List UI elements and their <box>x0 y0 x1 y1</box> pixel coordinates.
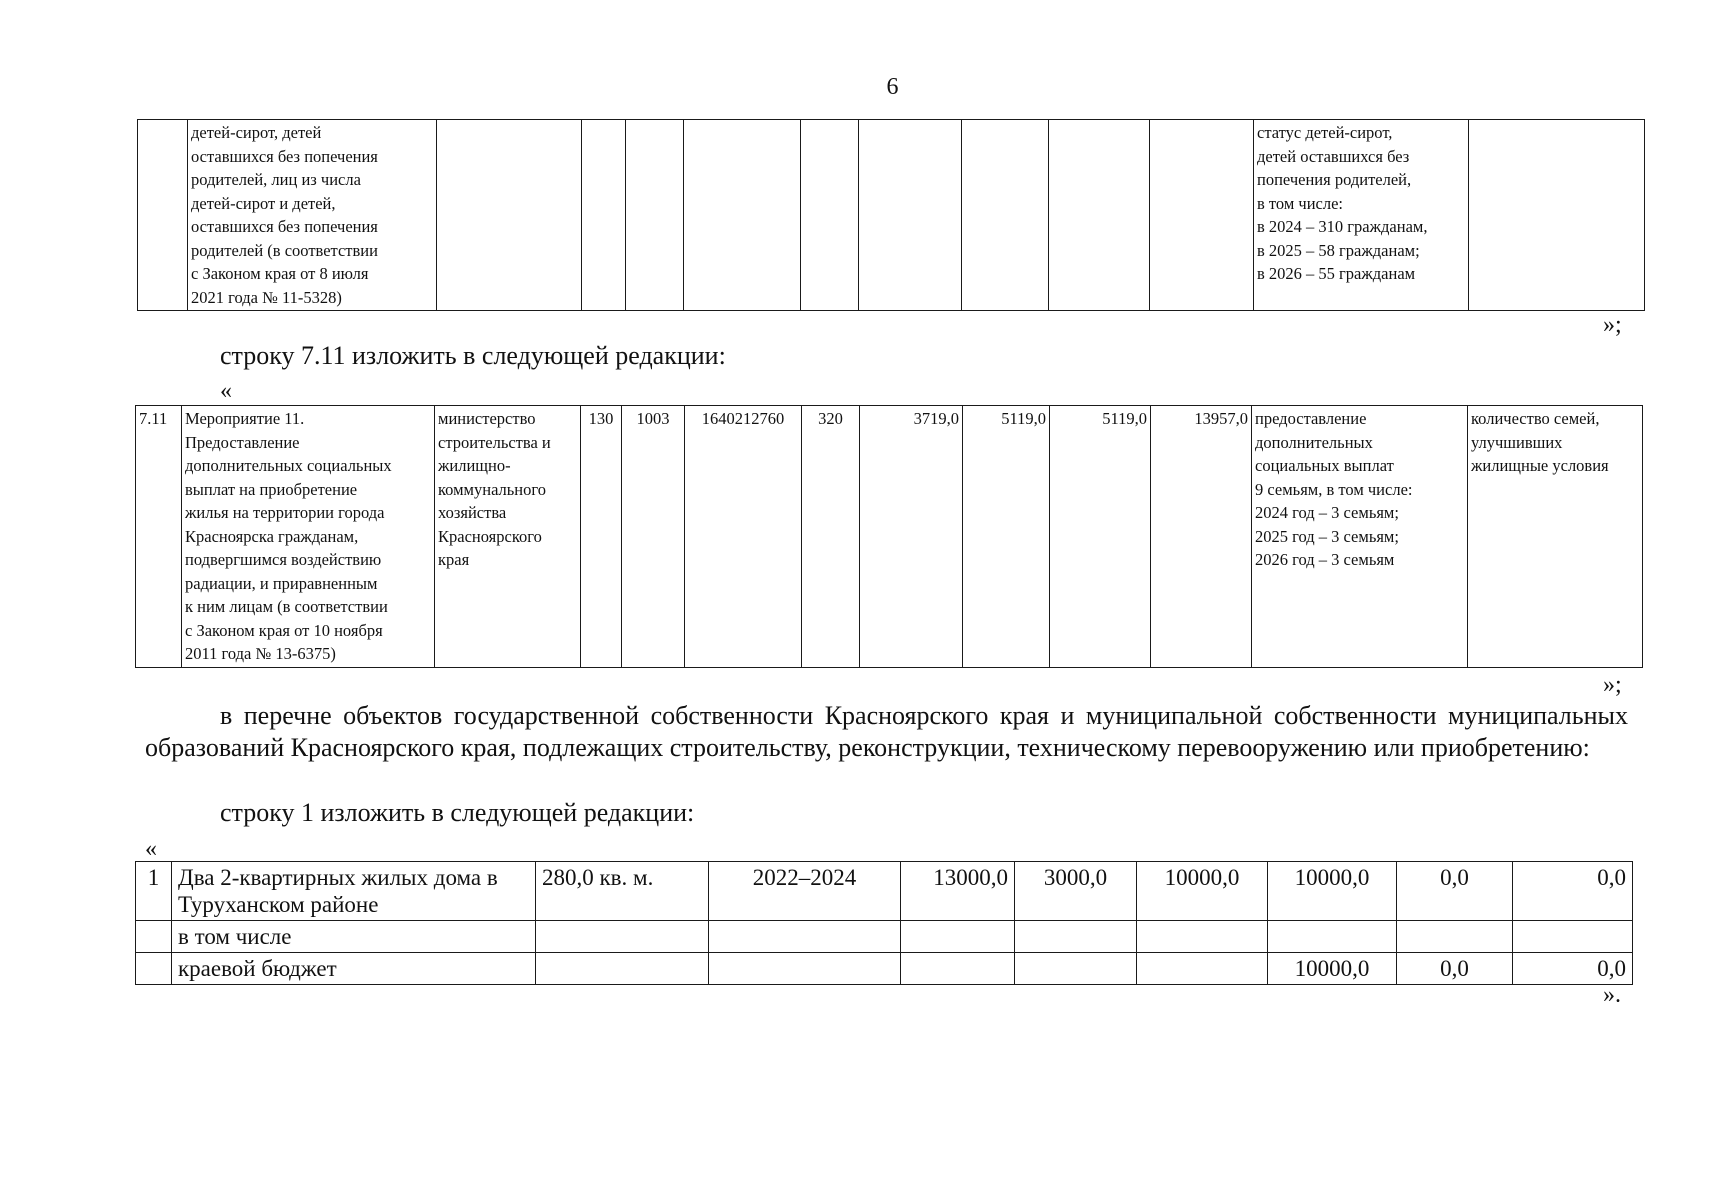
amount-2025-cell: 0,0 <box>1397 862 1513 921</box>
amount-2026-cell: 0,0 <box>1513 953 1633 985</box>
period-cell: 2022–2024 <box>709 862 901 921</box>
amount-2026-cell: 0,0 <box>1513 862 1633 921</box>
table-row <box>138 120 1645 311</box>
row-1-table <box>135 861 1633 985</box>
table-cell <box>1137 953 1268 985</box>
subrow-label-cell: в том числе <box>172 921 536 953</box>
table-cell <box>1397 921 1513 953</box>
ministry-cell: министерство строительства и жилищно- коммунального хозяйства Красноярского края <box>435 406 581 668</box>
table-cell <box>901 953 1015 985</box>
table-cell <box>1049 120 1150 311</box>
row-number-cell: 1 <box>136 862 172 921</box>
table-cell <box>136 953 172 985</box>
table-cell <box>1137 921 1268 953</box>
table-row <box>136 406 1643 668</box>
table-cell <box>684 120 801 311</box>
event-name-cell: Мероприятие 11. Предоставление дополнительных социальных выплат на приобретение жилья на территории города Красноярска гражданам, подвергшимся воздействию радиации, и приравненным к ним лицам (в соответствии с Законом края от 10 ноября 2011 года № 13-6375) <box>182 406 435 668</box>
table-row <box>136 862 1633 921</box>
closing-quote-1: »; <box>1603 312 1622 338</box>
objects-paragraph <box>145 700 1628 764</box>
expected-result-cell: предоставление дополнительных социальных выплат 9 семьям, в том числе: 2024 год – 3 семьям; 2025 год – 3 семьям; 2026 год – 3 семьям <box>1252 406 1468 668</box>
table-cell <box>1015 953 1137 985</box>
amount-2025-cell: 5119,0 <box>963 406 1050 668</box>
table-cell <box>1150 120 1254 311</box>
capacity-cell: 280,0 кв. м. <box>536 862 709 921</box>
cost-cell: 13000,0 <box>901 862 1015 921</box>
objects-paragraph-text: в перечне объектов государственной собственности Красноярского края и муниципальной собственности муниципальных образований Красноярского края, подлежащих строительству, реконструкции, техническому перевооружению или приобретению: <box>145 701 1628 762</box>
amount-total-cell: 10000,0 <box>1137 862 1268 921</box>
table-cell <box>136 921 172 953</box>
table-cell <box>536 953 709 985</box>
remaining-cost-cell: 3000,0 <box>1015 862 1137 921</box>
row-number-cell: 7.11 <box>136 406 182 668</box>
subrow-label-cell: краевой бюджет <box>172 953 536 985</box>
amount-2026-cell: 5119,0 <box>1050 406 1151 668</box>
table-cell <box>859 120 962 311</box>
table-cell <box>1015 921 1137 953</box>
rzpr-cell: 1003 <box>622 406 685 668</box>
amount-2024-cell: 10000,0 <box>1268 953 1397 985</box>
table-cell <box>901 921 1015 953</box>
table-cell <box>1469 120 1645 311</box>
csr-cell: 1640212760 <box>685 406 802 668</box>
grbs-cell: 130 <box>581 406 622 668</box>
amount-total-cell: 13957,0 <box>1151 406 1252 668</box>
table-cell <box>801 120 859 311</box>
opening-quote-1: « <box>220 378 232 404</box>
object-name-cell: Два 2-квартирных жилых дома в Туруханском районе <box>172 862 536 921</box>
table-cell <box>1268 921 1397 953</box>
table-row <box>136 953 1633 985</box>
indicator-cell: количество семей, улучшивших жилищные условия <box>1468 406 1643 668</box>
table-cell <box>709 921 901 953</box>
event-description-cell: детей-сирот, детей оставшихся без попечения родителей, лиц из числа детей-сирот и детей, оставшихся без попечения родителей (в соответствии с Законом края от 8 июля 2021 года № 11-5328) <box>188 120 437 311</box>
closing-quote-3: ». <box>1603 982 1621 1008</box>
opening-quote-2: « <box>145 836 157 862</box>
table-cell <box>626 120 684 311</box>
table-cell <box>962 120 1049 311</box>
row-7-11-table <box>135 405 1643 668</box>
continued-table <box>137 119 1645 311</box>
table-cell <box>582 120 626 311</box>
table-cell <box>437 120 582 311</box>
table-cell <box>1513 921 1633 953</box>
table-row <box>136 921 1633 953</box>
expected-result-cell: статус детей-сирот, детей оставшихся без попечения родителей, в том числе: в 2024 – 310 гражданам, в 2025 – 58 гражданам; в 2026 – 55 гражданам <box>1254 120 1469 311</box>
amount-2024-cell: 3719,0 <box>860 406 963 668</box>
instruction-row-7-11: строку 7.11 изложить в следующей редакции: <box>220 341 726 370</box>
table-cell <box>536 921 709 953</box>
page-number: 6 <box>886 74 899 100</box>
amount-2025-cell: 0,0 <box>1397 953 1513 985</box>
vr-cell: 320 <box>802 406 860 668</box>
instruction-row-1: строку 1 изложить в следующей редакции: <box>220 798 695 827</box>
table-cell <box>709 953 901 985</box>
table-cell <box>138 120 188 311</box>
closing-quote-2: »; <box>1603 672 1622 698</box>
amount-2024-cell: 10000,0 <box>1268 862 1397 921</box>
